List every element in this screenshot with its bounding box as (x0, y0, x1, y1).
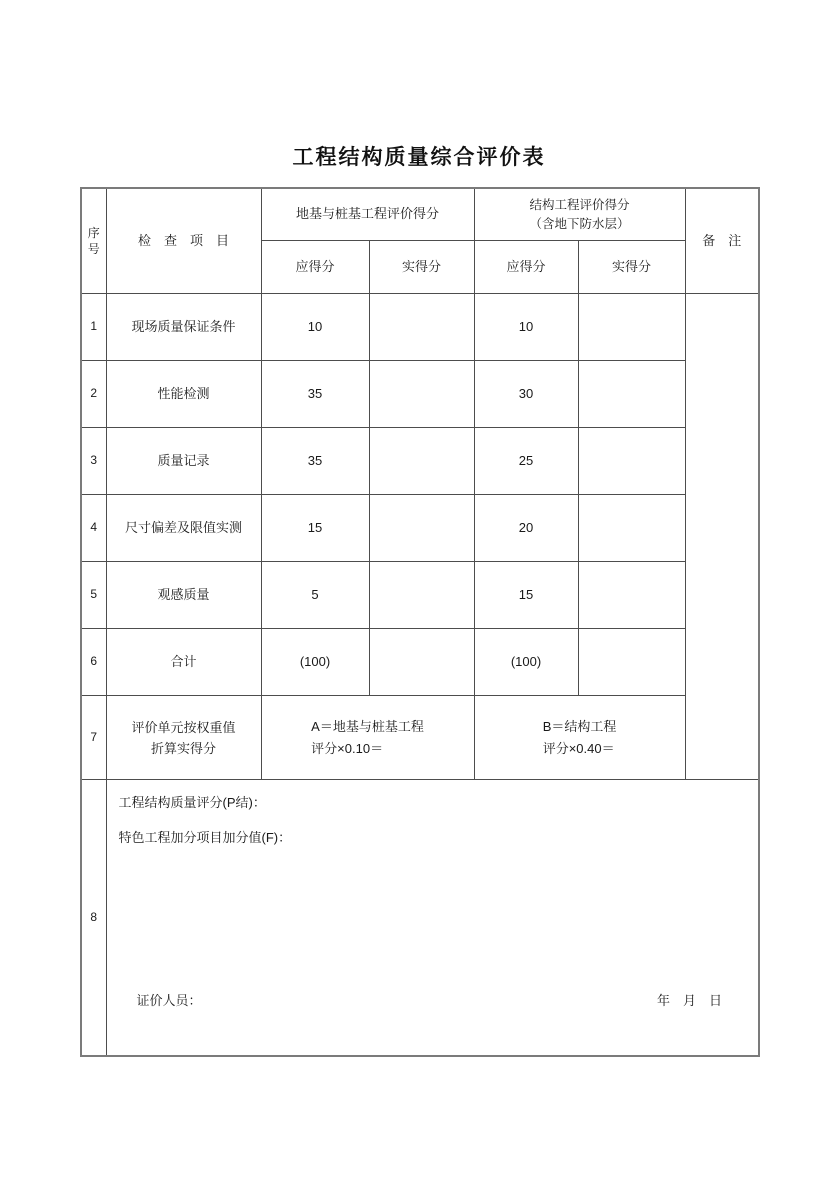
header-structure-should: 应得分 (474, 241, 578, 294)
row-item-label: 质量记录 (106, 428, 261, 495)
remark-cell (685, 294, 759, 780)
table-row (81, 629, 759, 696)
signer-label: 证价人员： (136, 993, 202, 1009)
foundation-actual-score (369, 294, 474, 361)
header-row-groups (81, 188, 759, 241)
header-group-foundation: 地基与桩基工程评价得分 (261, 188, 474, 241)
foundation-actual-score (369, 495, 474, 562)
weighted-score-label-line2: 折算实得分 (150, 740, 216, 756)
header-structure-actual: 实得分 (578, 241, 685, 294)
foundation-actual-score (369, 629, 474, 696)
foundation-should-score: 35 (261, 428, 369, 495)
header-foundation-should: 应得分 (261, 241, 369, 294)
structure-quality-score-label: 工程结构质量评分(P结)： (118, 795, 266, 810)
row-number: 1 (81, 294, 106, 361)
table-row (81, 562, 759, 629)
weighted-score-row (81, 696, 759, 780)
structure-actual-score (578, 629, 685, 696)
table-row (81, 361, 759, 428)
foundation-actual-score (369, 428, 474, 495)
table-row (81, 428, 759, 495)
formula-a-line2: 评分×0.10＝ (311, 740, 384, 756)
summary-row (81, 780, 759, 1057)
foundation-actual-score (369, 361, 474, 428)
foundation-should-score: 5 (261, 562, 369, 629)
weighted-score-label-line1: 评价单元按权重值 (131, 719, 236, 735)
formula-a (311, 716, 424, 760)
header-group-structure (474, 188, 685, 241)
row-number: 5 (81, 562, 106, 629)
summary-content (107, 780, 759, 1055)
structure-should-score: 30 (474, 361, 578, 428)
evaluation-table (80, 187, 760, 1057)
row-item-label: 合计 (106, 629, 261, 696)
bonus-score-label: 特色工程加分项目加分值(F)： (118, 830, 292, 845)
structure-should-score: 15 (474, 562, 578, 629)
formula-b-line1: B＝结构工程 (542, 718, 617, 734)
row-item-label: 现场质量保证条件 (106, 294, 261, 361)
row-number: 3 (81, 428, 106, 495)
foundation-should-score: 15 (261, 495, 369, 562)
header-group-structure-line1: 结构工程评价得分 (529, 197, 630, 212)
header-seq: 序号 (81, 188, 106, 294)
table-row (81, 294, 759, 361)
row-number: 7 (81, 696, 106, 780)
signature-row (119, 992, 747, 1011)
structure-actual-score (578, 495, 685, 562)
structure-should-score: 10 (474, 294, 578, 361)
structure-actual-score (578, 361, 685, 428)
table-row (81, 495, 759, 562)
header-foundation-actual: 实得分 (369, 241, 474, 294)
structure-actual-score (578, 428, 685, 495)
formula-b-line2: 评分×0.40＝ (542, 740, 615, 756)
row-item-label: 性能检测 (106, 361, 261, 428)
structure-should-score: 25 (474, 428, 578, 495)
header-group-structure-line2: （含地下防水层） (529, 216, 630, 231)
header-remark: 备 注 (685, 188, 759, 294)
summary-cell (106, 780, 759, 1057)
formula-a-line1: A＝地基与桩基工程 (311, 718, 424, 734)
structure-actual-score (578, 294, 685, 361)
row-item-label: 观感质量 (106, 562, 261, 629)
row-item-label: 尺寸偏差及限值实测 (106, 495, 261, 562)
row-number: 4 (81, 495, 106, 562)
foundation-should-score: 35 (261, 361, 369, 428)
foundation-should-score: 10 (261, 294, 369, 361)
foundation-should-score: (100) (261, 629, 369, 696)
structure-should-score: (100) (474, 629, 578, 696)
formula-b (543, 716, 617, 760)
row-number: 2 (81, 361, 106, 428)
row-number: 6 (81, 629, 106, 696)
foundation-actual-score (369, 562, 474, 629)
date-label: 年 月 日 (657, 993, 723, 1009)
page-title: 工程结构质量综合评价表 (292, 146, 546, 169)
structure-should-score: 20 (474, 495, 578, 562)
structure-actual-score (578, 562, 685, 629)
row-number: 8 (81, 780, 106, 1057)
weighted-score-label (106, 696, 261, 780)
header-item: 检 查 项 目 (106, 188, 261, 294)
formula-b-cell (474, 696, 685, 780)
formula-a-cell (261, 696, 474, 780)
